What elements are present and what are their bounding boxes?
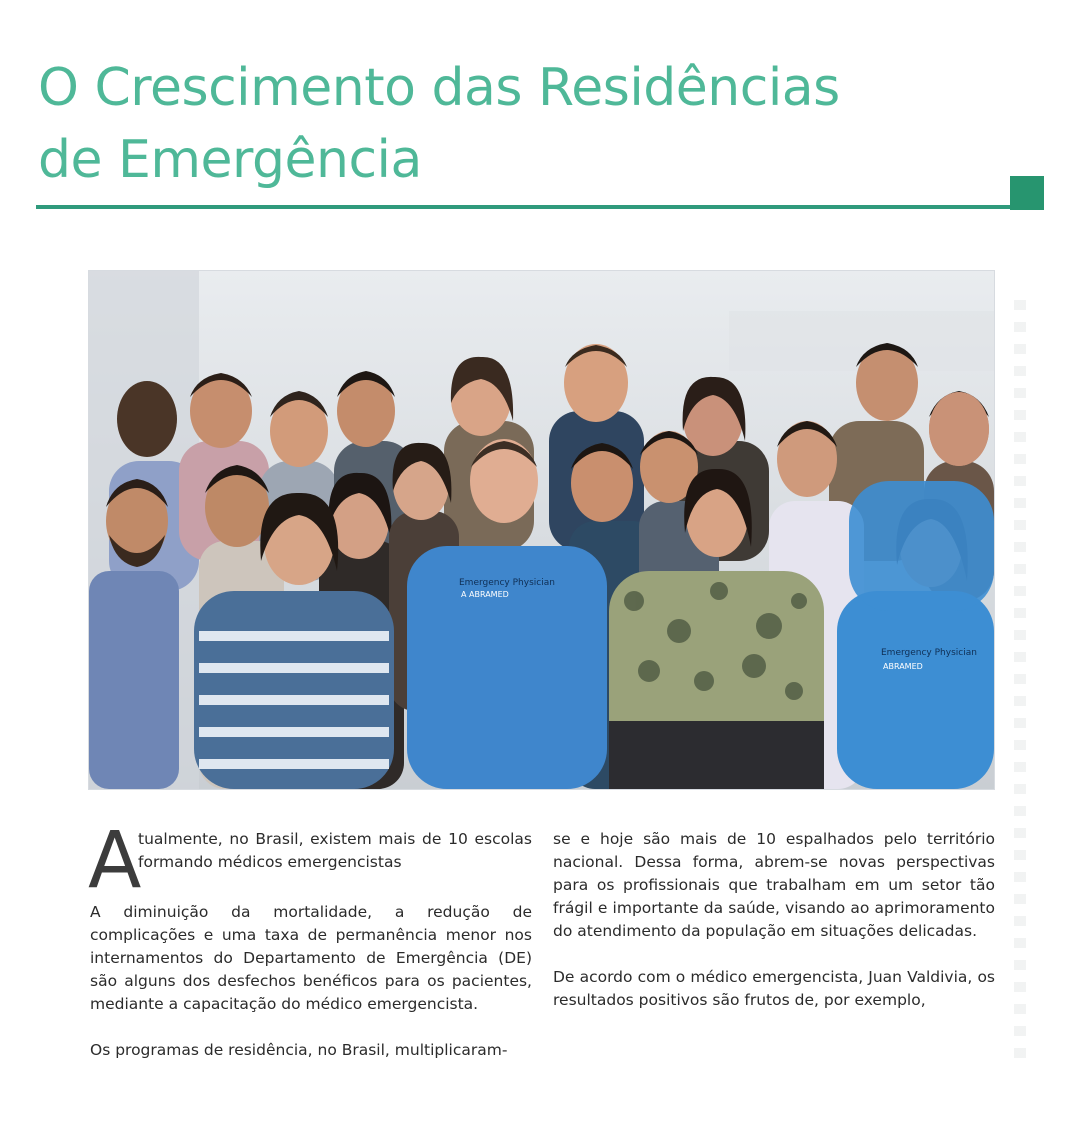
article-column-left <box>88 816 532 1062</box>
group-photo <box>88 270 995 790</box>
article-column-right <box>553 828 995 1012</box>
shirt-text-4: ABRAMED <box>883 662 923 671</box>
paragraph-1: A diminuição da mortalidade, a redução de complicações e uma taxa de permanência menor nos internamentos do Departamento de Emergência (DE) são alguns dos desfechos benéficos para os pacientes, mediante a capacitação do médico emergencista. <box>90 903 532 1013</box>
article-title-line-2: de Emergência <box>38 130 422 190</box>
article-title <box>38 52 998 196</box>
drop-cap: A <box>88 816 142 906</box>
shirt-text-1: Emergency Physician <box>459 578 555 588</box>
shirt-text-3: Emergency Physician <box>881 648 977 658</box>
title-divider <box>36 205 1011 209</box>
scan-margin-artifact <box>1014 300 1026 1060</box>
shirt-text-2: A ABRAMED <box>461 590 509 599</box>
lead-paragraph <box>88 816 532 906</box>
paragraph-3: se e hoje são mais de 10 espalhados pelo território nacional. Dessa forma, abrem-se novas perspectivas para os profissionais que trabalham em um setor tão frágil e importante da saúde, visando ao aprimoramento do atendimento da população em situações delicadas. <box>553 830 995 940</box>
paragraph-4: De acordo com o médico emergencista, Juan Valdivia, os resultados positivos são frutos de, por exemplo, <box>553 968 995 1009</box>
lead-text: tualmente, no Brasil, existem mais de 10 escolas formando médicos emergencistas <box>138 830 532 871</box>
article-title-line-1: O Crescimento das Residências <box>38 58 840 118</box>
title-accent-square <box>1010 176 1044 210</box>
group-photo-illustration <box>89 271 994 789</box>
paragraph-2: Os programas de residência, no Brasil, multiplicaram- <box>90 1041 508 1059</box>
